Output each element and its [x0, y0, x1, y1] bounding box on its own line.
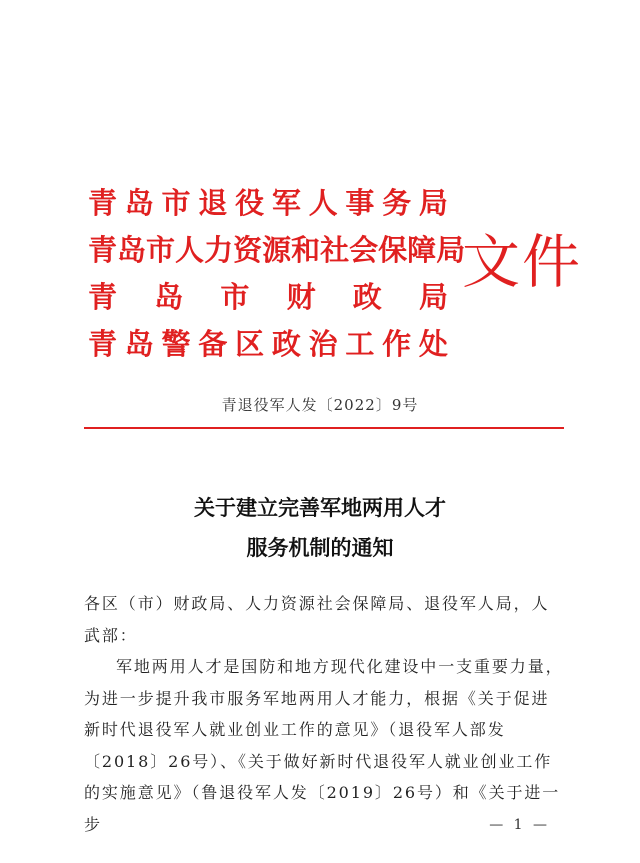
- issuer-char: 岛: [124, 327, 154, 361]
- title-line-2: 服务机制的通知: [246, 535, 394, 560]
- issuer-char: 区: [235, 327, 265, 361]
- issuer-char: 和: [291, 233, 321, 267]
- salutation: 各区（市）财政局、人力资源社会保障局、退役军人局，人武部：: [84, 594, 550, 645]
- issuer-char: 役: [235, 186, 265, 220]
- document-number: 青退役军人发〔2022〕9号: [221, 396, 419, 414]
- issuing-agencies: [88, 180, 466, 368]
- issuer-line-2: [88, 227, 466, 274]
- issuer-char: 作: [382, 327, 412, 361]
- issuer-line-4: [88, 321, 448, 368]
- issuer-char: 工: [345, 327, 375, 361]
- issuer-char: 局: [418, 280, 448, 314]
- issuer-char: 青: [88, 186, 118, 220]
- issuer-char: 人: [308, 186, 338, 220]
- issuer-char: 源: [262, 233, 292, 267]
- document-type-label: 文件: [462, 228, 583, 296]
- issuer-char: 岛: [154, 280, 184, 314]
- document-title: [0, 488, 640, 568]
- issuer-char: 岛: [124, 186, 154, 220]
- issuer-char: 资: [233, 233, 263, 267]
- title-line-1: 关于建立完善军地两用人才: [194, 495, 446, 520]
- issuer-char: 政: [271, 327, 301, 361]
- issuer-char: 市: [161, 186, 191, 220]
- issuer-char: 人: [175, 233, 205, 267]
- issuer-char: 备: [198, 327, 228, 361]
- issuer-char: 处: [418, 327, 448, 361]
- issuer-char: 退: [198, 186, 228, 220]
- issuer-char: 务: [382, 186, 412, 220]
- page-number: — 1 —: [489, 817, 550, 833]
- issuer-line-1: [88, 180, 448, 227]
- body-paragraph: 军地两用人才是国防和地方现代化建设中一支重要力量，为进一步提升我市服务军地两用人才能力，根据《关于促进新时代退役军人就业创业工作的意见》（退役军人部发〔2018〕26号）、《关于做好新时代退役军人就业创业工作的实施意见》（鲁退役军人发〔2019〕26号）和《关于进一步: [84, 657, 564, 834]
- issuer-char: 局: [418, 186, 448, 220]
- issuer-char: 警: [161, 327, 191, 361]
- issuer-char: 财: [286, 280, 316, 314]
- issuer-char: 市: [220, 280, 250, 314]
- issuer-char: 力: [204, 233, 234, 267]
- issuer-char: 社: [320, 233, 350, 267]
- issuer-char: 青: [88, 280, 118, 314]
- issuer-char: 事: [345, 186, 375, 220]
- issuer-char: 障: [407, 233, 437, 267]
- issuer-char: 保: [378, 233, 408, 267]
- issuer-char: 岛: [117, 233, 147, 267]
- red-divider: [84, 427, 564, 429]
- issuer-char: 政: [352, 280, 382, 314]
- issuer-char: 局: [436, 233, 466, 267]
- issuer-char: 会: [349, 233, 379, 267]
- issuer-char: 治: [308, 327, 338, 361]
- issuer-line-3: [88, 274, 448, 321]
- document-body: [84, 588, 566, 840]
- issuer-char: 军: [271, 186, 301, 220]
- issuer-char: 青: [88, 327, 118, 361]
- issuer-char: 青: [88, 233, 118, 267]
- issuer-char: 市: [146, 233, 176, 267]
